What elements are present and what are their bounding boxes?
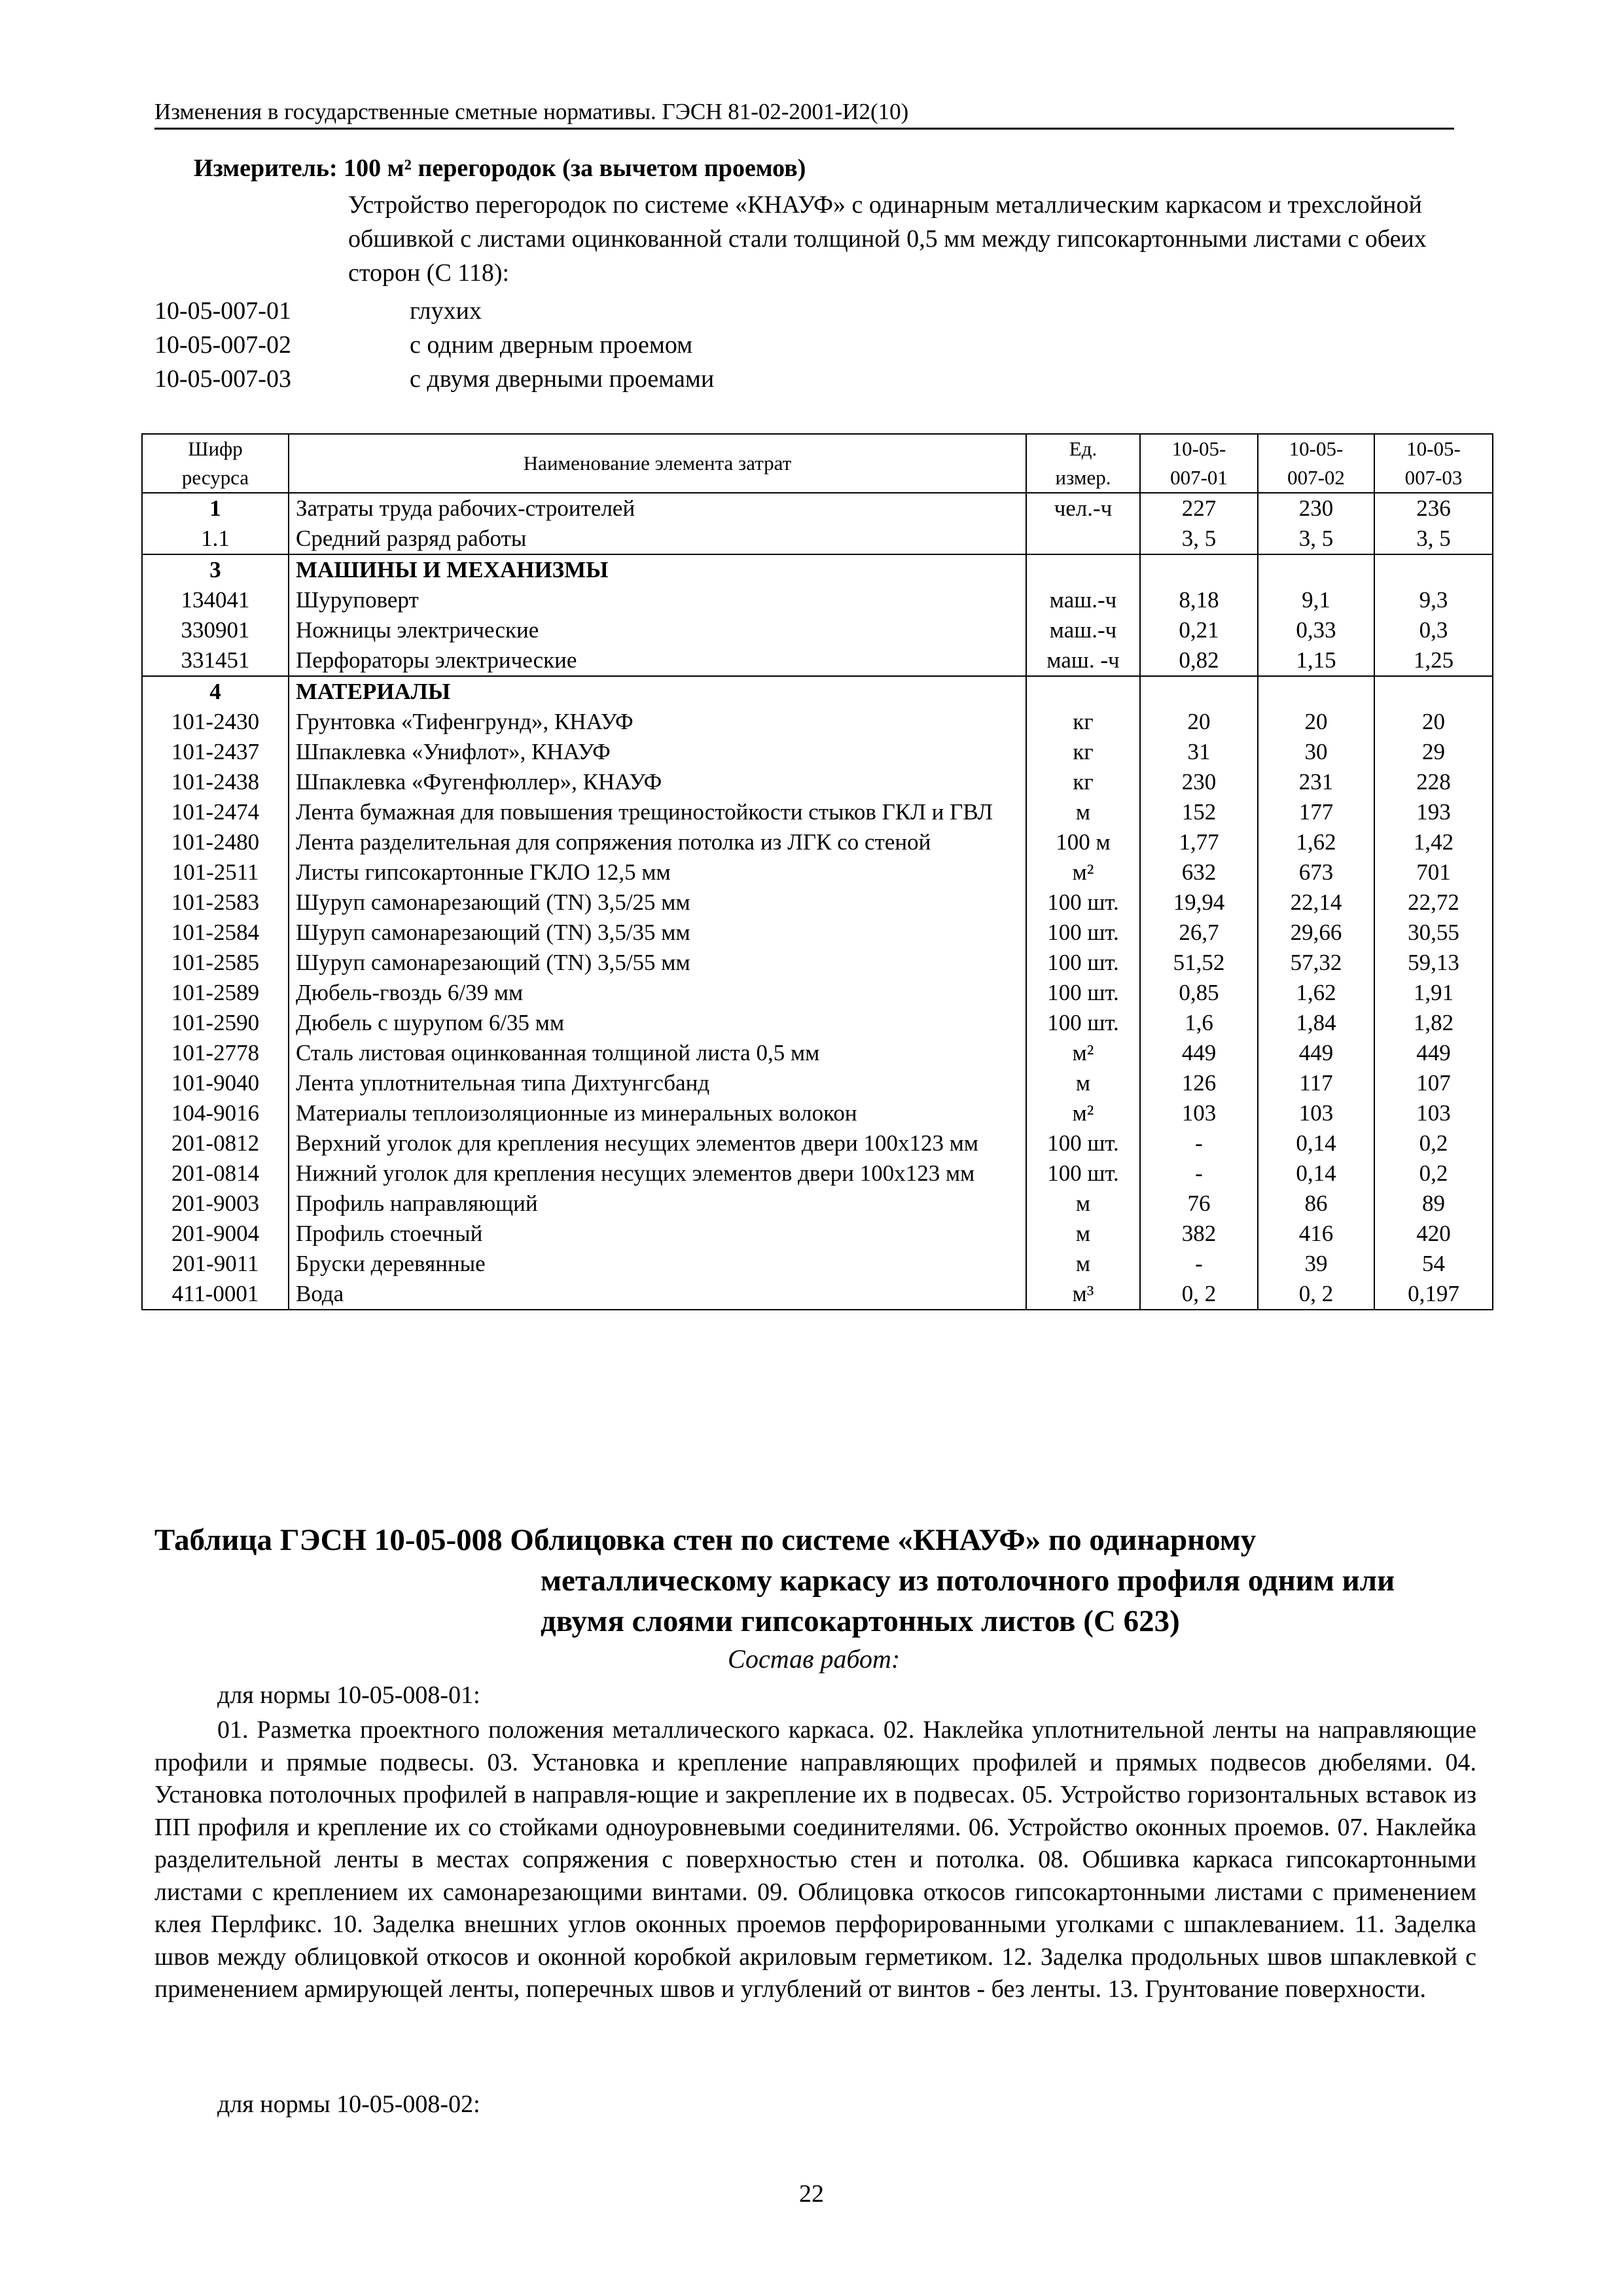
header-resource-code: Шифр ресурса [142,434,289,493]
unit: кг [1026,707,1140,737]
unit: 100 шт. [1026,918,1140,948]
resource-code: 201-9003 [142,1189,289,1219]
value-norm-01: 26,7 [1140,918,1258,948]
table-row [142,1279,1493,1310]
table-row [142,1219,1493,1249]
element-name: Профиль направляющий [289,1189,1026,1219]
value-norm-03: 0,2 [1374,1128,1493,1158]
norm-code: 10-05-007-01 [154,297,291,325]
page-number: 22 [799,2180,824,2208]
element-name: Шуруповерт [289,585,1026,615]
norm-code-row [154,328,714,362]
unit: м [1026,1249,1140,1279]
header-unit: Ед. измер. [1026,434,1140,493]
value-norm-01: 0, 2 [1140,1279,1258,1310]
value-norm-02: 39 [1258,1249,1374,1279]
table-header-row [142,434,1493,493]
value-norm-01: 1,6 [1140,1008,1258,1038]
table-row [142,767,1493,797]
element-name: Шуруп самонарезающий (TN) 3,5/35 мм [289,918,1026,948]
value-norm-02: 20 [1258,707,1374,737]
norm-code-label: глухих [410,297,482,325]
table-row [142,1158,1493,1189]
unit: маш. -ч [1026,645,1140,676]
value-norm-01: 632 [1140,857,1258,888]
element-name: Профиль стоечный [289,1219,1026,1249]
element-name: Лента уплотнительная типа Дихтунгсбанд [289,1068,1026,1098]
value-norm-03: 1,42 [1374,827,1493,857]
resource-code: 101-9040 [142,1068,289,1098]
resource-code: 101-2590 [142,1008,289,1038]
resource-code: 101-2430 [142,707,289,737]
table-row [142,1098,1493,1128]
element-name: Нижний уголок для крепления несущих элементов двери 100х123 мм [289,1158,1026,1189]
value-norm-03: 30,55 [1374,918,1493,948]
value-norm-01: 51,52 [1140,948,1258,978]
resource-code: 101-2778 [142,1038,289,1068]
unit: м³ [1026,1279,1140,1310]
element-name: Вода [289,1279,1026,1310]
element-name: Шпаклевка «Фугенфюллер», КНАУФ [289,767,1026,797]
value-norm-03: 420 [1374,1219,1493,1249]
header-norm-03: 10-05- 007-03 [1374,434,1493,493]
group-heading-row: 4 МАТЕРИАЛЫ [142,676,1493,707]
value-norm-02: 177 [1258,797,1374,827]
table-row [142,737,1493,767]
value-norm-02: 0, 2 [1258,1279,1374,1310]
machines-group [142,554,1493,676]
element-name: Ножницы электрические [289,615,1026,645]
value-norm-03: 0,197 [1374,1279,1493,1310]
element-name: Верхний уголок для крепления несущих элементов двери 100х123 мм [289,1128,1026,1158]
value-norm-01: 0,85 [1140,978,1258,1008]
unit: м [1026,1219,1140,1249]
resource-code: 101-2584 [142,918,289,948]
value-norm-03: 0,2 [1374,1158,1493,1189]
resource-code: 101-2438 [142,767,289,797]
value-norm-02: 86 [1258,1189,1374,1219]
table-row [142,797,1493,827]
unit: 100 шт. [1026,1008,1140,1038]
element-name: Материалы теплоизоляционные из минеральных волокон [289,1098,1026,1128]
norm-code-label: с одним дверным проемом [410,331,693,359]
materials-group [142,676,1493,1310]
value-norm-03: 29 [1374,737,1493,767]
value-norm-03: 9,3 [1374,585,1493,615]
value-norm-03: 228 [1374,767,1493,797]
value-norm-01: - [1140,1158,1258,1189]
element-name: Грунтовка «Тифенгрунд», КНАУФ [289,707,1026,737]
norm-code: 10-05-007-03 [154,365,291,393]
value-norm-02: 231 [1258,767,1374,797]
header-norm-02: 10-05- 007-02 [1258,434,1374,493]
value-norm-02: 449 [1258,1038,1374,1068]
element-name: Сталь листовая оцинкованная толщиной листа 0,5 мм [289,1038,1026,1068]
value-norm-01: 230 [1140,767,1258,797]
table-row: 1 Затраты труда рабочих-строителей чел.-ч 227 230 236 [142,493,1493,524]
norm-code-label: с двумя дверными проемами [410,365,715,393]
value-norm-01: 0,21 [1140,615,1258,645]
table-row [142,585,1493,615]
table-row [142,978,1493,1008]
unit: маш.-ч [1026,585,1140,615]
norm-label: для нормы 10-05-008-02: [217,2090,480,2118]
value-norm-01: - [1140,1128,1258,1158]
value-norm-02: 416 [1258,1219,1374,1249]
value-norm-02: 1,62 [1258,827,1374,857]
resource-code: 101-2480 [142,827,289,857]
value-norm-02: 0,14 [1258,1128,1374,1158]
element-name: Шпаклевка «Унифлот», КНАУФ [289,737,1026,767]
resource-code: 134041 [142,585,289,615]
resource-code: 104-9016 [142,1098,289,1128]
table-row [142,857,1493,888]
value-norm-03: 1,25 [1374,645,1493,676]
value-norm-01: - [1140,1249,1258,1279]
value-norm-01: 19,94 [1140,888,1258,918]
unit: 100 м [1026,827,1140,857]
work-composition-heading: Состав работ: [728,1644,901,1674]
table-row [142,1249,1493,1279]
element-name: Шуруп самонарезающий (TN) 3,5/25 мм [289,888,1026,918]
value-norm-03: 107 [1374,1068,1493,1098]
table-row [142,1189,1493,1219]
value-norm-02: 0,33 [1258,615,1374,645]
value-norm-01: 20 [1140,707,1258,737]
table-row [142,1128,1493,1158]
resource-code: 201-9004 [142,1219,289,1249]
meter-line: Измеритель: 100 м² перегородок (за вычетом проемов) [194,154,806,182]
header-element-name: Наименование элемента затрат [289,434,1026,493]
value-norm-02: 673 [1258,857,1374,888]
value-norm-01: 382 [1140,1219,1258,1249]
norm-label: для нормы 10-05-008-01: [217,1681,480,1709]
resource-code: 411-0001 [142,1279,289,1310]
element-name: Лента бумажная для повышения трещиностойкости стыков ГКЛ и ГВЛ [289,797,1026,827]
value-norm-02: 1,62 [1258,978,1374,1008]
work-composition-text: 01. Разметка проектного положения металлического каркаса. 02. Наклейка уплотнительной ленты на направляющие профили и прямые подвесы. 03. Установка и крепление направляющих профилей и прямых подвесов дюбелями. 04. Установка потолочных профилей в направля-ющие и закрепление их в подвесах. 05. Устройство горизонтальных вставок из ПП профиля и крепление их со стойками одноуровневыми соединителями. 06. Устройство оконных проемов. 07. Наклейка разделительной ленты в местах сопряжения с поверхностью стен и потолка. 08. Обшивка каркаса гипсокартонными листами с креплением их самонарезающими винтами. 09. Облицовка откосов гипсокартонными листами с применением клея Перлфикс. 10. Заделка внешних углов оконных проемов перфорированными уголками с шпаклеванием. 11. Заделка швов между облицовкой откосов и оконной коробкой акриловым герметиком. 12. Заделка продольных швов шпаклевкой с применением армирующей ленты, поперечных швов и углублений от винтов - без ленты. 13. Грунтование поверхности. [154,1716,1476,2003]
table-row [142,918,1493,948]
value-norm-03: 89 [1374,1189,1493,1219]
unit: м [1026,797,1140,827]
unit: 100 шт. [1026,1128,1140,1158]
resource-table [141,433,1493,1310]
value-norm-03: 22,72 [1374,888,1493,918]
table-row [142,948,1493,978]
element-name: Перфораторы электрические [289,645,1026,676]
value-norm-03: 701 [1374,857,1493,888]
unit: 100 шт. [1026,888,1140,918]
element-name: Листы гипсокартонные ГКЛО 12,5 мм [289,857,1026,888]
table-row: 1.1 Средний разряд работы 3, 5 3, 5 3, 5 [142,524,1493,554]
section-description: Устройство перегородок по системе «КНАУФ» с одинарным металлическим каркасом и трехслойной обшивкой с листами оцинкованной стали толщиной 0,5 мм между гипсокартонными листами с обеих сторон (С 118): [348,191,1427,287]
value-norm-03: 20 [1374,707,1493,737]
value-norm-01: 103 [1140,1098,1258,1128]
resource-code: 201-0814 [142,1158,289,1189]
resource-code: 101-2474 [142,797,289,827]
table-row [142,827,1493,857]
value-norm-01: 152 [1140,797,1258,827]
value-norm-03: 1,82 [1374,1008,1493,1038]
norm-code-list [154,294,714,396]
value-norm-01: 126 [1140,1068,1258,1098]
unit: м² [1026,1098,1140,1128]
table-row [142,1038,1493,1068]
value-norm-02: 30 [1258,737,1374,767]
unit: 100 шт. [1026,978,1140,1008]
table-row [142,1068,1493,1098]
group-heading-row: 3 МАШИНЫ И МЕХАНИЗМЫ [142,554,1493,585]
value-norm-01: 31 [1140,737,1258,767]
value-norm-02: 0,14 [1258,1158,1374,1189]
resource-code: 101-2583 [142,888,289,918]
element-name: Шуруп самонарезающий (TN) 3,5/55 мм [289,948,1026,978]
resource-code: 101-2585 [142,948,289,978]
resource-code: 201-0812 [142,1128,289,1158]
unit: м² [1026,1038,1140,1068]
element-name: Бруски деревянные [289,1249,1026,1279]
unit: 100 шт. [1026,948,1140,978]
resource-code: 101-2589 [142,978,289,1008]
value-norm-01: 449 [1140,1038,1258,1068]
value-norm-03: 449 [1374,1038,1493,1068]
norm-code-row [154,294,714,328]
unit: м [1026,1189,1140,1219]
resource-code: 331451 [142,645,289,676]
value-norm-02: 103 [1258,1098,1374,1128]
value-norm-02: 117 [1258,1068,1374,1098]
resource-code: 330901 [142,615,289,645]
next-table-title: Таблица ГЭСН 10-05-008 Облицовка стен по системе «КНАУФ» по одинарному металлическому каркасу из потолочного профиля одним или двумя слоями гипсокартонных листов (С 623) [154,1523,1395,1638]
value-norm-03: 1,91 [1374,978,1493,1008]
value-norm-03: 54 [1374,1249,1493,1279]
table-row [142,888,1493,918]
table-row [142,1008,1493,1038]
resource-code: 101-2437 [142,737,289,767]
resource-code: 101-2511 [142,857,289,888]
value-norm-01: 8,18 [1140,585,1258,615]
table-row [142,615,1493,645]
table-row [142,707,1493,737]
value-norm-02: 29,66 [1258,918,1374,948]
value-norm-03: 103 [1374,1098,1493,1128]
labor-group [142,493,1493,554]
unit: кг [1026,767,1140,797]
resource-code: 201-9011 [142,1249,289,1279]
value-norm-03: 193 [1374,797,1493,827]
unit: м² [1026,857,1140,888]
value-norm-02: 1,15 [1258,645,1374,676]
running-header: Изменения в государственные сметные нормативы. ГЭСН 81-02-2001-И2(10) [154,98,1454,130]
value-norm-02: 57,32 [1258,948,1374,978]
value-norm-03: 0,3 [1374,615,1493,645]
element-name: Дюбель-гвоздь 6/39 мм [289,978,1026,1008]
header-norm-01: 10-05- 007-01 [1140,434,1258,493]
value-norm-03: 59,13 [1374,948,1493,978]
unit: маш.-ч [1026,615,1140,645]
value-norm-01: 0,82 [1140,645,1258,676]
unit: м [1026,1068,1140,1098]
value-norm-02: 22,14 [1258,888,1374,918]
value-norm-02: 1,84 [1258,1008,1374,1038]
norm-code: 10-05-007-02 [154,331,291,359]
table-row [142,645,1493,676]
unit: кг [1026,737,1140,767]
element-name: Лента разделительная для сопряжения потолка из ЛГК со стеной [289,827,1026,857]
norm-code-row [154,362,714,396]
value-norm-02: 9,1 [1258,585,1374,615]
unit: 100 шт. [1026,1158,1140,1189]
element-name: Дюбель с шурупом 6/35 мм [289,1008,1026,1038]
value-norm-01: 76 [1140,1189,1258,1219]
value-norm-01: 1,77 [1140,827,1258,857]
